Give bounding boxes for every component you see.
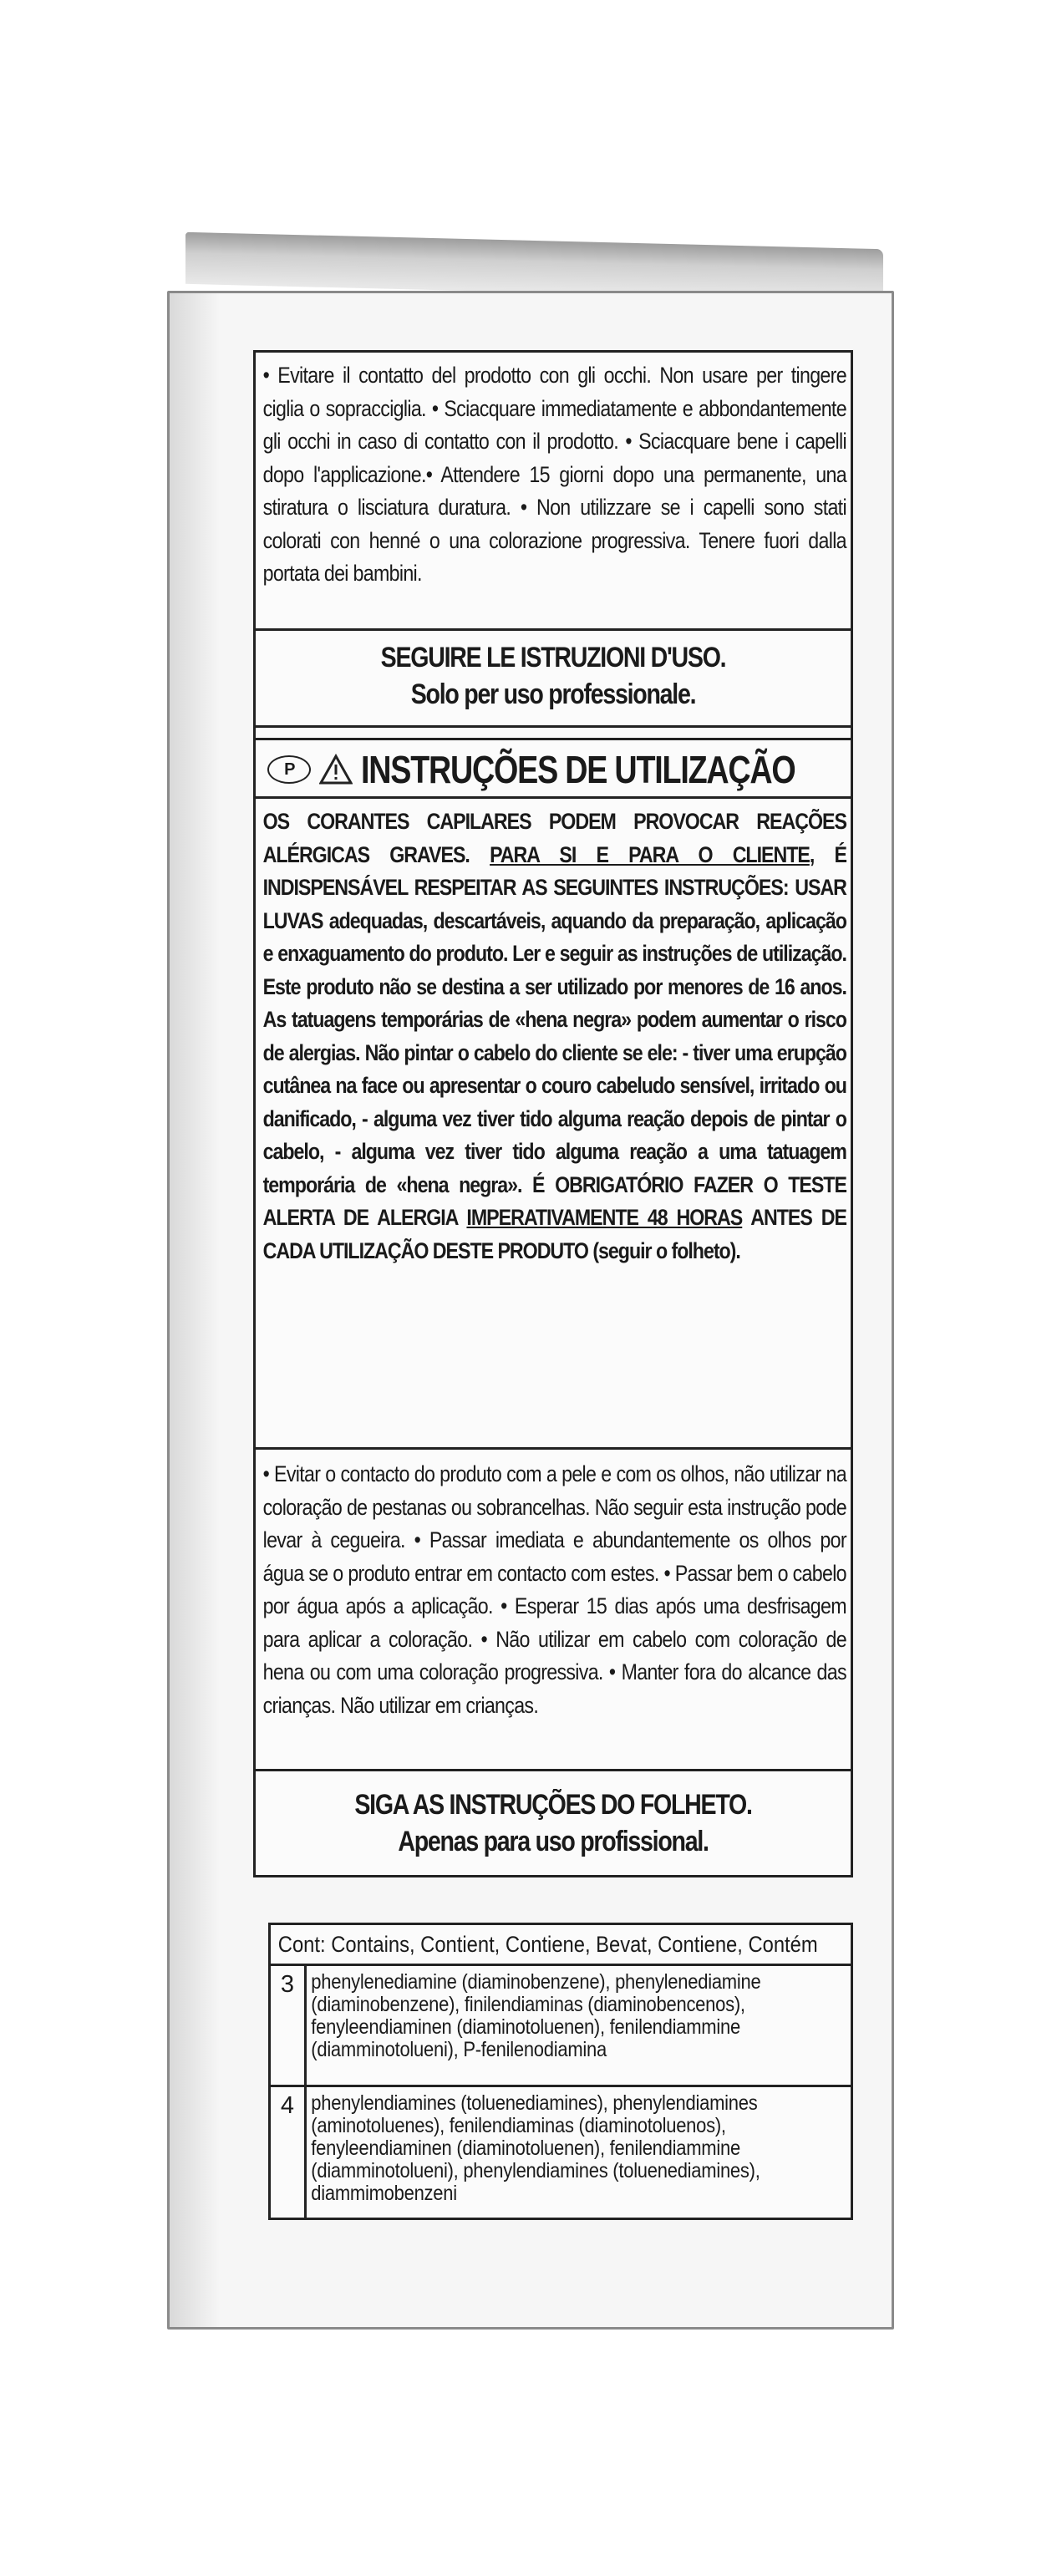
allergy-text-underlined-48h: IMPERATIVAMENTE 48 HORAS	[466, 1205, 743, 1230]
allergy-text-part3: , É INDISPENSÁVEL RESPEITAR AS SEGUINTES INSTRUÇÕES: USAR LUVAS adequadas, descartáveis, aquando da preparação, aplicação e enxaguamento do produto. Ler e seguir as instruções de utilização. Este produto não se destina a ser utilizado por menores de 16 anos. As tatuagens temporárias de «hena negra» podem aumentar o risco de alergias. Não pintar o cabelo do cliente se ele: - tiver uma erupção cutânea na face ou apresentar o couro cabeludo sensível, irritado ou danificado, - alguma vez tiver tido alguma reação depois de pintar o cabelo, - alguma vez tiver tido alguma reação a uma tatuagem temporária de «hena negra». É OBRIGATÓRIO FAZER O TESTE ALERTA DE ALERGIA	[262, 841, 846, 1230]
portuguese-notice-line2: Apenas para uso profissional.	[398, 1826, 709, 1857]
contents-table	[268, 1923, 853, 2220]
contents-row-number: 3	[271, 1966, 307, 2085]
portuguese-notice	[303, 1771, 803, 1870]
italian-notice-line2: Solo per uso professionale.	[410, 678, 696, 710]
portuguese-allergy-text	[256, 799, 854, 1273]
warning-triangle-icon	[319, 754, 353, 785]
box-side-shading	[170, 293, 220, 2327]
contents-row	[271, 2087, 851, 2219]
contents-row-number: 4	[271, 2087, 307, 2219]
product-box-side	[167, 291, 894, 2330]
italian-warnings-text: • Evitare il contatto del prodotto con gli occhi. Non usare per tingere ciglia o sopracciglia. • Sciacquare immediatamente e abbondantemente gli occhi in caso di contatto con il prodotto. • Sciacquare bene i capelli dopo l'applicazione.• Attendere 15 giorni dopo una permanente, una stiratura o lisciatura duratura. • Non utilizzare se i capelli sono stati colorati con henné o una colorazione progressiva. Tenere fuori dalla portata dei bambini.	[262, 363, 846, 586]
allergy-text-underlined-client: PARA SI E PARA O CLIENTE	[490, 841, 810, 867]
portuguese-header	[256, 738, 851, 796]
italian-notice-line1: SEGUIRE LE ISTRUZIONI D'USO.	[380, 642, 726, 673]
allergy-text-part1: OS CORANTES CAPILARES PODEM PROVOCAR REAÇÕES ALÉRGICAS GRAVES.	[262, 809, 846, 867]
portuguese-instructions-title: INSTRUÇÕES DE UTILIZAÇÃO	[361, 748, 795, 791]
italian-notice-section	[256, 631, 851, 728]
contents-row	[271, 1966, 851, 2087]
contents-row-text: phenylenediamine (diaminobenzene), phenylenediamine (diaminobenzene), finilendiaminas (diaminobencenos), fenyleendiaminen (diaminotoluenen), fenilendiammine (diamminotolueni), P-fenilenodiamina	[311, 1970, 761, 2061]
portuguese-notice-section	[256, 1771, 851, 1878]
contents-header: Cont: Contains, Contient, Contiene, Bevat, Contiene, Contém	[271, 1925, 851, 1966]
contents-row-text: phenylendiamines (toluenediamines), phenylendiamines (aminotoluenes), fenilendiaminas (diaminotoluenos), fenyleendiaminen (diaminotoluenen), fenilendiammine (diamminotolueni), phenylendiamines (toluenediamines), diammimobenzeni	[311, 2091, 760, 2205]
italian-notice	[303, 631, 803, 723]
portuguese-warnings-section	[256, 1450, 851, 1771]
portuguese-notice-line1: SIGA AS INSTRUÇÕES DO FOLHETO.	[354, 1789, 752, 1821]
instructions-panel	[253, 350, 853, 1877]
allergy-text-part5: ANTES DE CADA UTILIZAÇÃO DESTE PRODUTO (seguir o folheto).	[262, 1205, 846, 1263]
italian-warnings-section	[256, 353, 851, 631]
portugal-country-badge: P	[267, 755, 311, 784]
portuguese-allergy-section	[256, 796, 851, 1450]
portuguese-warnings-text: • Evitar o contacto do produto com a pele e com os olhos, não utilizar na coloração de pestanas ou sobrancelhas. Não seguir esta instrução pode levar à cegueira. • Passar imediata e abundantemente os olhos por água se o produto entrar em contacto com estes. • Passar bem o cabelo por água após a aplicação. • Esperar 15 dias após uma desfrisagem para aplicar a coloração. • Não utilizar em cabelo com coloração de hena ou com uma coloração progressiva. • Manter fora do alcance das crianças. Não utilizar em crianças.	[262, 1461, 846, 1718]
